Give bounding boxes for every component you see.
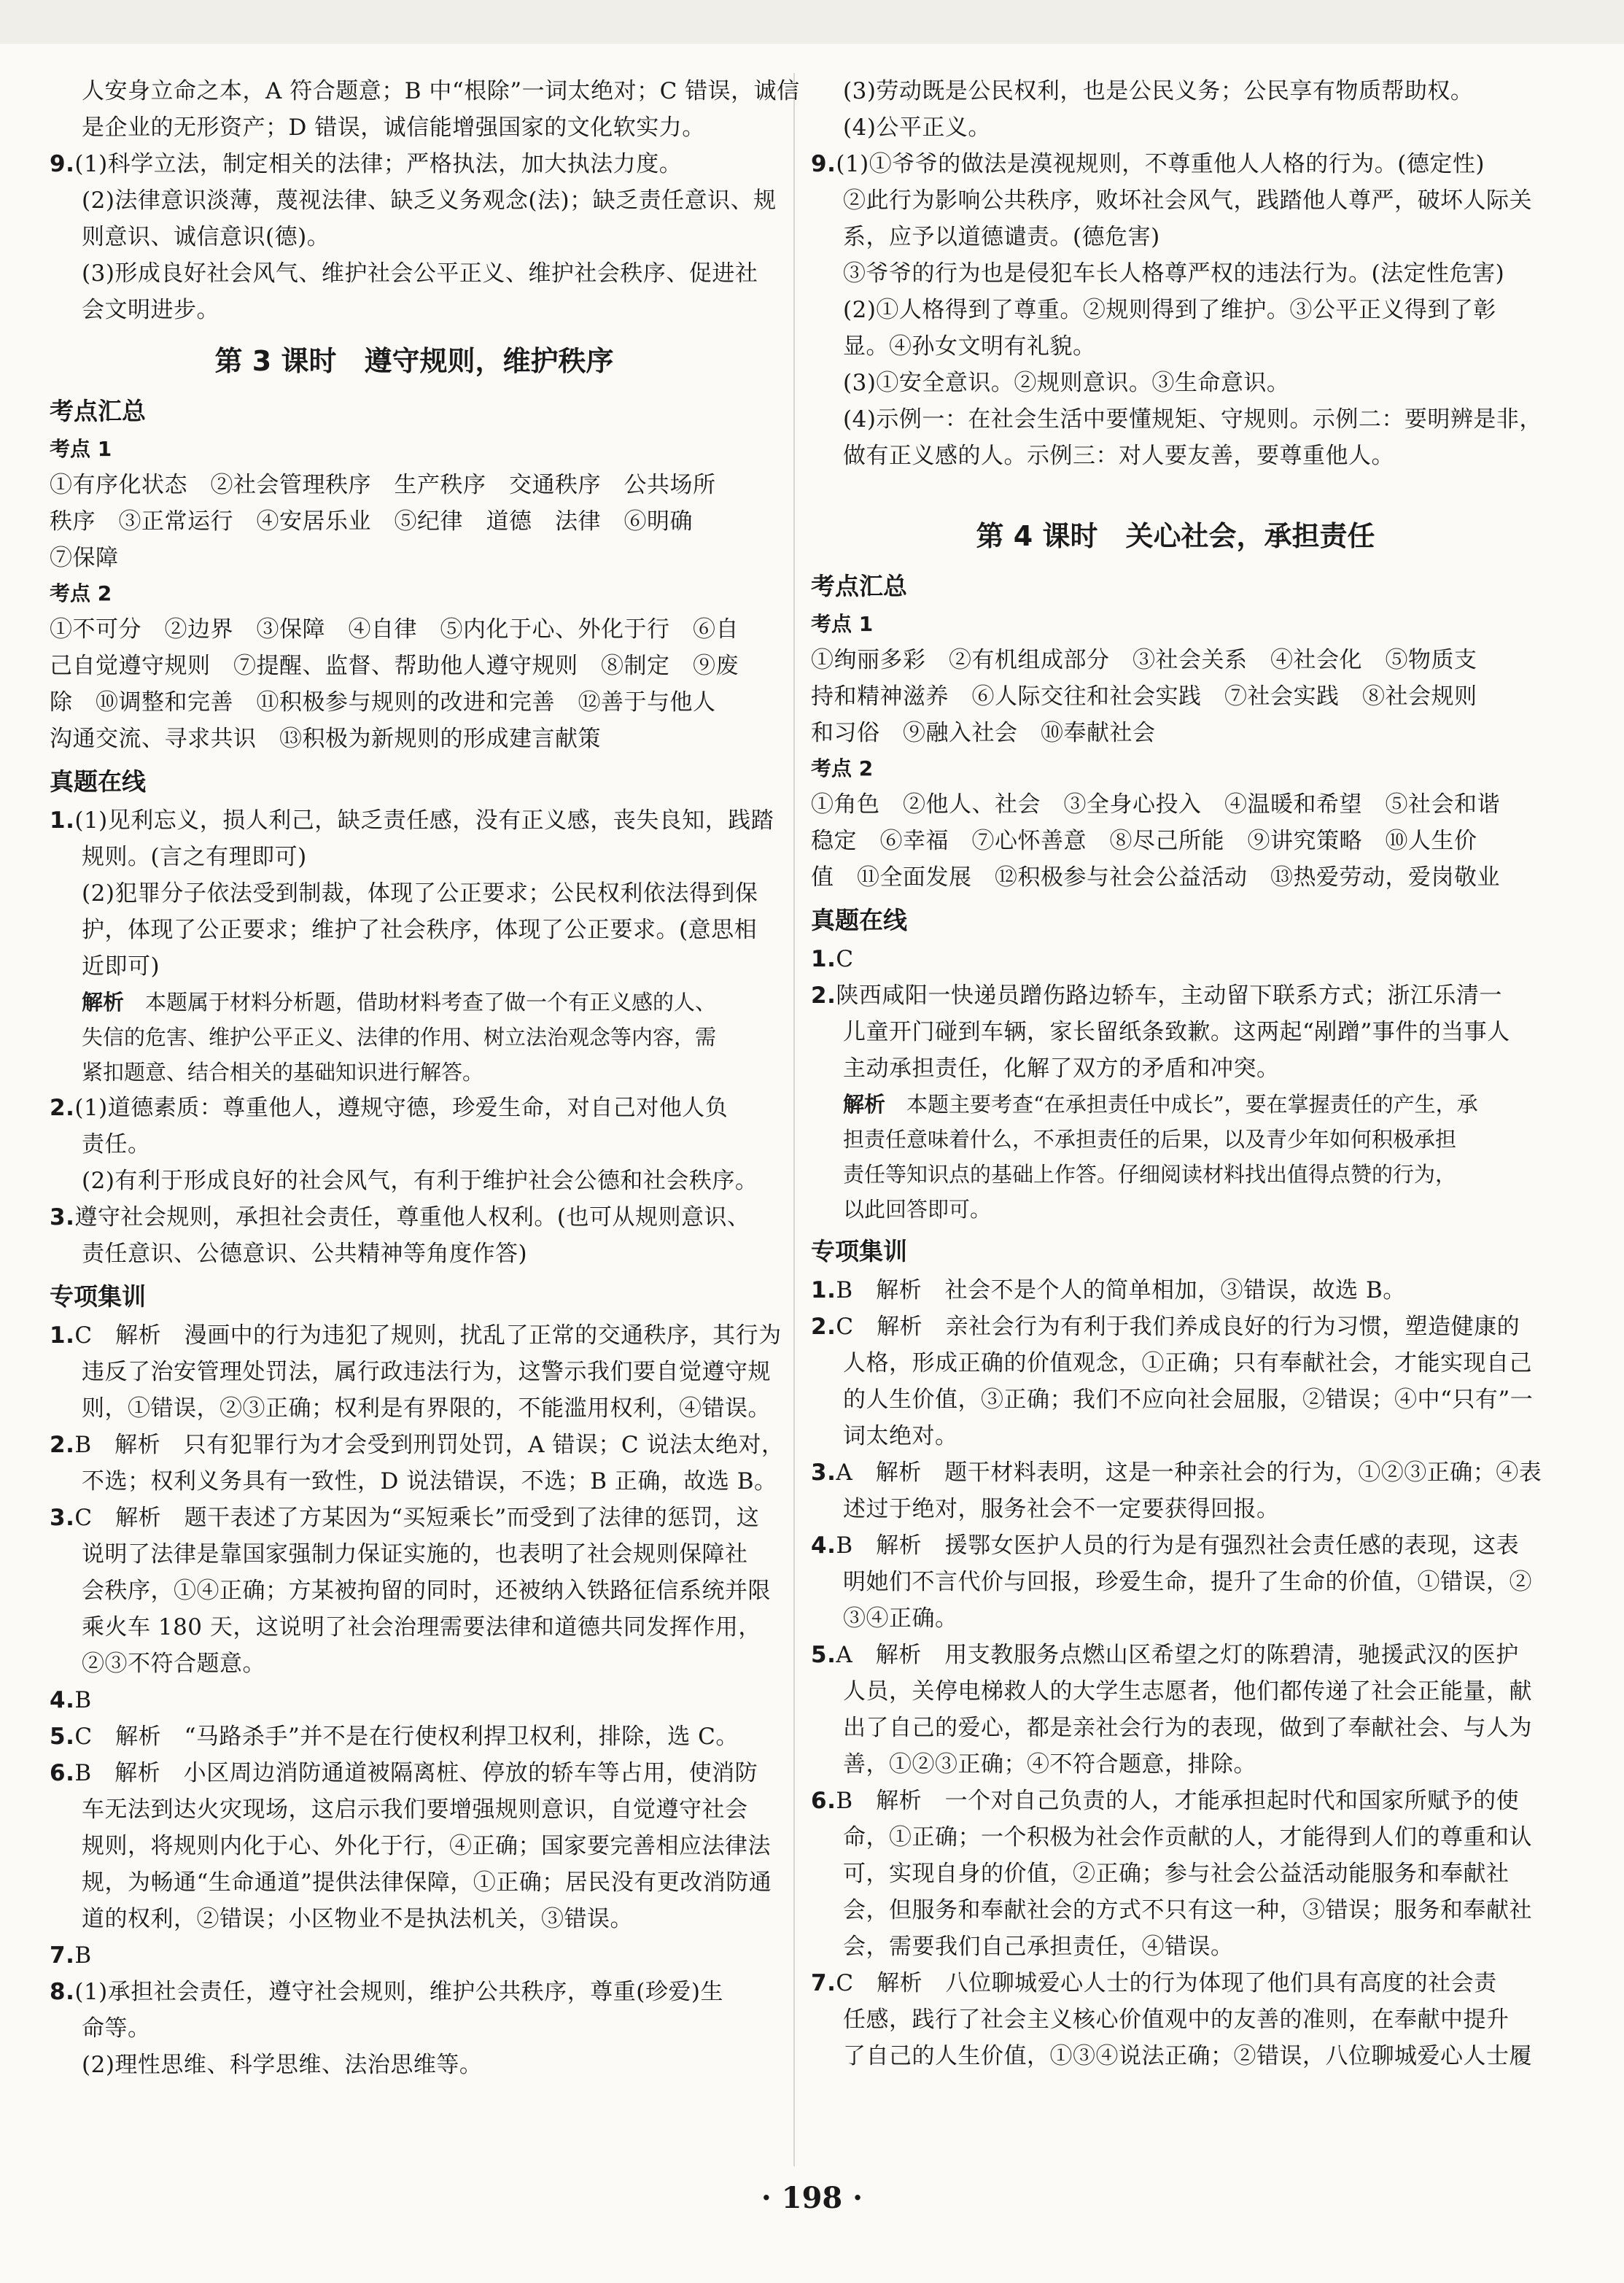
analysis-text [50, 1020, 779, 1055]
line-text: B 解析 社会不是个人的简单相加，③错误，故选 B。 [836, 1277, 1406, 1303]
line-text: 道的权利，②错误；小区物业不是执法机关，③错误。 [82, 1906, 633, 1932]
line-text: 是企业的无形资产；D 错误，诚信能增强国家的文化软实力。 [82, 115, 705, 141]
text-line [50, 1901, 779, 1937]
line-text: 秩序 ③正常运行 ④安居乐业 ⑤纪律 道德 法律 ⑥明确 [50, 508, 693, 535]
line-text: (3)形成良好社会风气、维护社会公平正义、维护社会秩序、促进社 [82, 260, 758, 287]
text-line [50, 1573, 779, 1609]
line-text: 值 ⑪全面发展 ⑫积极参与社会公益活动 ⑬热爱劳动，爱岗敬业 [811, 864, 1500, 891]
right-column [811, 73, 1540, 2074]
question-number: 5. [811, 1642, 836, 1668]
section-heading: 考点汇总 [50, 397, 146, 425]
line-text: 善，①②③正确；④不符合题意，排除。 [843, 1751, 1256, 1778]
question-number: 3. [811, 1460, 836, 1486]
question-number: 2. [811, 982, 836, 1009]
section-heading: 专项集训 [811, 1237, 907, 1265]
line-text: ②③不符合题意。 [82, 1651, 265, 1677]
text-line [811, 1454, 1540, 1491]
text-line [811, 1637, 1540, 1673]
text-line [811, 1345, 1540, 1381]
text-line [811, 1929, 1540, 1965]
line-text: 出了自己的爱心，都是亲社会行为的表现，做到了奉献社会、与人为 [843, 1715, 1532, 1741]
text-line [811, 73, 1540, 109]
question-number: 5. [50, 1724, 75, 1750]
line-text: 和习俗 ⑨融入社会 ⑩奉献社会 [811, 720, 1156, 746]
line-text: C 解析 题干表述了方某因为“买短乘长”而受到了法律的惩罚，这 [74, 1505, 760, 1531]
text-line [50, 2047, 779, 2083]
question-number: 2. [50, 1432, 75, 1458]
analysis-text [811, 1122, 1540, 1157]
text-line [811, 365, 1540, 401]
section-heading: 考点汇总 [811, 572, 907, 600]
text-line [50, 1646, 779, 1682]
text-line [811, 1272, 1540, 1309]
text-line [811, 823, 1540, 859]
line-text: 则意识、诚信意识(德)。 [82, 224, 330, 250]
line-text: A 解析 题干材料表明，这是一种亲社会的行为，①②③正确；④表 [836, 1460, 1542, 1486]
analysis-body: 失信的危害、维护公平正义、法律的作用、树立法治观念等内容，需 [82, 1025, 717, 1050]
question-number: 9. [811, 151, 836, 177]
line-text: B [74, 1942, 92, 1969]
question-number: 4. [50, 1687, 75, 1713]
text-line [50, 1718, 779, 1755]
line-text: 乘火车 180 天，这说明了社会治理需要法律和道德共同发挥作用， [82, 1614, 761, 1640]
analysis-label: 解析 [843, 1092, 886, 1117]
text-line [50, 540, 779, 576]
text-line [50, 219, 779, 255]
text-line [50, 611, 779, 648]
text-line [50, 182, 779, 219]
line-text: 儿童开门碰到车辆，家长留纸条致歉。这两起“剐蹭”事件的当事人 [843, 1019, 1510, 1045]
line-text: B 解析 一个对自己负责的人，才能承担起时代和国家所赋予的使 [836, 1788, 1520, 1814]
text-line [50, 1682, 779, 1718]
line-text: (3)劳动既是公民权利，也是公民义务；公民享有物质帮助权。 [843, 78, 1474, 104]
text-line [811, 786, 1540, 823]
line-text: (1)①爷爷的做法是漠视规则，不尊重他人人格的行为。(德定性) [836, 151, 1485, 177]
line-text: (1)承担社会责任，遵守社会规则，维护公共秩序，尊重(珍爱)生 [74, 1979, 723, 2005]
section-heading: 真题在线 [50, 767, 146, 796]
column-divider [793, 73, 795, 2166]
question-number: 2. [811, 1314, 836, 1340]
text-line [50, 1427, 785, 1463]
analysis-text [50, 1055, 779, 1090]
text-line [811, 1381, 1540, 1418]
text-line [50, 1354, 779, 1390]
line-text: C [836, 946, 854, 972]
text-line [811, 1600, 1540, 1637]
text-line [811, 292, 1540, 328]
text-line [811, 1746, 1540, 1783]
question-number: 7. [811, 1970, 836, 1996]
line-text: C 解析 “马路杀手”并不是在行使权利捍卫权利，排除，选 C。 [74, 1724, 739, 1750]
line-text: 规则，将规则内化于心、外化于行，④正确；国家要完善相应法律法 [82, 1833, 771, 1859]
text-line [50, 1791, 779, 1828]
subsection-heading: 考点 2 [50, 581, 112, 605]
line-text: (2)犯罪分子依法受到制裁，体现了公正要求；公民权利依法得到保 [82, 880, 758, 907]
text-line [50, 802, 779, 839]
subsection-heading: 考点 1 [50, 437, 112, 461]
question-number: 1. [50, 807, 75, 834]
text-line [50, 1828, 779, 1864]
lesson-heading: 第 3 课时 遵守规则，维护秩序 [214, 345, 614, 377]
line-text: 会，需要我们自己承担责任，④错误。 [843, 1934, 1234, 1960]
text-line [50, 292, 779, 328]
line-text: 车无法到达火灾现场，这启示我们要增强规则意识，自觉遵守社会 [82, 1796, 748, 1823]
text-line [50, 1609, 779, 1646]
text-line [50, 912, 779, 948]
analysis-body: 责任等知识点的基础上作答。仔细阅读材料找出值得点赞的行为， [843, 1162, 1457, 1187]
line-text: 会文明进步。 [82, 297, 219, 323]
line-text: (1)见利忘义，损人利己，缺乏责任感，没有正义感，丧失良知，践踏 [74, 807, 774, 834]
text-line [811, 438, 1540, 474]
line-text: 做有正义感的人。示例三：对人要友善，要尊重他人。 [843, 443, 1394, 469]
line-text: 显。④孙女文明有礼貌。 [843, 333, 1096, 360]
line-text: ②此行为影响公共秩序，败坏社会风气，践踏他人尊严，破坏人际关 [843, 187, 1532, 214]
text-line [50, 875, 779, 912]
question-number: 8. [50, 1979, 75, 2005]
question-number: 4. [811, 1532, 836, 1559]
text-line [50, 1199, 779, 1236]
text-line [50, 839, 779, 875]
question-number: 1. [50, 1322, 75, 1349]
line-text: (2)法律意识淡薄，蔑视法律、缺乏义务观念(法)；缺乏责任意识、规 [82, 187, 777, 214]
analysis-text [50, 985, 779, 1020]
line-text: B [74, 1687, 92, 1713]
line-text: 沟通交流、寻求共识 ⑬积极为新规则的形成建言献策 [50, 726, 601, 752]
text-line [50, 1755, 779, 1791]
text-line [811, 1564, 1540, 1600]
text-line [50, 467, 779, 503]
text-line [50, 1864, 779, 1901]
line-text: 除 ⑩调整和完善 ⑪积极参与规则的改进和完善 ⑫善于与他人 [50, 689, 716, 716]
line-text: 规，为畅通“生命通道”提供法律保障，①正确；居民没有更改消防通 [82, 1869, 772, 1896]
analysis-body: 以此回答即可。 [843, 1197, 992, 1222]
text-line [50, 1317, 782, 1354]
line-text: 说明了法律是靠国家强制力保证实施的，也表明了社会规则保障社 [82, 1541, 748, 1567]
line-text: 词太绝对。 [843, 1423, 958, 1449]
text-line [50, 1090, 779, 1126]
text-line [811, 2001, 1540, 2038]
text-line [50, 1463, 779, 1500]
line-text: 任感，践行了社会主义核心价值观中的友善的准则，在奉献中提升 [843, 2007, 1510, 2033]
text-line [50, 1937, 779, 1974]
text-line [811, 401, 1540, 438]
question-number: 1. [811, 1277, 836, 1303]
line-text: B 解析 小区周边消防通道被隔离桩、停放的轿车等占用，使消防 [74, 1760, 758, 1786]
analysis-text [811, 1157, 1540, 1192]
line-text: 系，应予以道德谴责。(德危害) [843, 224, 1160, 250]
analysis-text [811, 1087, 1540, 1122]
text-line [50, 1390, 779, 1427]
subsection-heading: 考点 1 [811, 612, 874, 636]
section-heading: 专项集训 [50, 1282, 146, 1311]
question-number: 6. [811, 1788, 836, 1814]
question-number: 7. [50, 1942, 75, 1969]
line-text: ①绚丽多彩 ②有机组成部分 ③社会关系 ④社会化 ⑤物质支 [811, 647, 1477, 673]
line-text: C 解析 漫画中的行为违犯了规则，扰乱了正常的交通秩序，其行为 [74, 1322, 782, 1349]
line-text: (3)①安全意识。②规则意识。③生命意识。 [843, 370, 1290, 396]
line-text: 不选；权利义务具有一致性，D 说法错误，不选；B 正确，故选 B。 [82, 1468, 777, 1495]
text-line [811, 182, 1540, 219]
line-text: 的人生价值，③正确；我们不应向社会屈服，②错误；④中“只有”一 [843, 1387, 1534, 1413]
line-text: 命等。 [82, 2015, 151, 2042]
text-line [50, 1126, 779, 1163]
line-text: 人格，形成正确的价值观念，①正确；只有奉献社会，才能实现自己 [843, 1350, 1532, 1376]
analysis-body: 本题主要考查“在承担责任中成长”，要在掌握责任的产生，承 [906, 1092, 1478, 1117]
line-text: B 解析 援鄂女医护人员的行为是有强烈社会责任感的表现，这表 [836, 1532, 1520, 1559]
analysis-label: 解析 [82, 990, 125, 1015]
line-text: 近即可) [82, 953, 160, 980]
line-text: 述过于绝对，服务社会不一定要获得回报。 [843, 1496, 1280, 1522]
line-text: 明她们不言代价与回报，珍爱生命，提升了生命的价值，①错误，② [843, 1569, 1532, 1595]
line-text: (2)有利于形成良好的社会风气，有利于维护社会公德和社会秩序。 [82, 1168, 758, 1194]
line-text: ①有序化状态 ②社会管理秩序 生产秩序 交通秩序 公共场所 [50, 472, 716, 498]
text-line [811, 1856, 1540, 1892]
line-text: 人员，关停电梯救人的大学生志愿者，他们都传递了社会正能量，献 [843, 1678, 1532, 1705]
text-line [811, 642, 1540, 678]
page-top-band [0, 0, 1624, 44]
text-line [811, 328, 1540, 365]
line-text: 持和精神滋养 ⑥人际交往和社会实践 ⑦社会实践 ⑧社会规则 [811, 683, 1477, 710]
line-text: ①角色 ②他人、社会 ③全身心投入 ④温暖和希望 ⑤社会和谐 [811, 791, 1500, 818]
left-column [50, 73, 800, 2083]
line-text: (4)示例一：在社会生活中要懂规矩、守规则。示例二：要明辨是非， [843, 406, 1542, 433]
text-line [50, 948, 779, 985]
text-line [50, 1163, 779, 1199]
text-line [811, 1527, 1540, 1564]
line-text: (2)理性思维、科学思维、法治思维等。 [82, 2052, 483, 2078]
text-line [811, 859, 1540, 896]
text-line [50, 255, 779, 292]
text-line [811, 219, 1540, 255]
line-text: 命，①正确；一个积极为社会作贡献的人，才能得到人们的尊重和认 [843, 1824, 1532, 1850]
subsection-heading: 考点 2 [811, 756, 874, 780]
analysis-text [811, 1192, 1540, 1227]
text-line [811, 1050, 1540, 1087]
line-text: 则，①错误，②③正确；权利是有界限的，不能滥用权利，④错误。 [82, 1395, 771, 1422]
text-line [50, 503, 779, 540]
line-text: (1)科学立法，制定相关的法律；严格执法，加大执法力度。 [74, 151, 683, 177]
line-text: 陕西咸阳一快递员蹭伤路边轿车，主动留下联系方式；浙江乐清一 [836, 982, 1502, 1009]
text-line [50, 1236, 779, 1272]
line-text: 责任。 [82, 1131, 151, 1158]
line-text: ③④正确。 [843, 1605, 958, 1632]
text-line [811, 715, 1540, 751]
text-line [811, 1965, 1540, 2001]
spacer [811, 474, 1540, 503]
line-text: 了自己的人生价值，①③④说法正确；②错误，八位聊城爱心人士履 [843, 2043, 1532, 2069]
text-line [811, 1418, 1540, 1454]
line-text: 规则。(言之有理即可) [82, 844, 307, 870]
question-number: 3. [50, 1505, 75, 1531]
line-text: (1)道德素质：尊重他人，遵规守德，珍爱生命，对自己对他人负 [74, 1095, 729, 1121]
text-line [811, 146, 1540, 182]
line-text: A 解析 用支教服务点燃山区希望之灯的陈碧清，驰援武汉的医护 [836, 1642, 1519, 1668]
line-text: ①不可分 ②边界 ③保障 ④自律 ⑤内化于心、外化于行 ⑥自 [50, 616, 739, 643]
text-line [811, 1819, 1540, 1856]
text-line [811, 1892, 1540, 1929]
line-text: 遵守社会规则，承担社会责任，尊重他人权利。(也可从规则意识、 [74, 1204, 750, 1230]
line-text: 人安身立命之本，A 符合题意；B 中“根除”一词太绝对；C 错误，诚信 [82, 78, 800, 104]
text-line [811, 1710, 1540, 1746]
page-number: · 198 · [761, 2181, 863, 2215]
text-line [50, 721, 779, 757]
question-number: 6. [50, 1760, 75, 1786]
analysis-body: 本题属于材料分析题，借助材料考查了做一个有正义感的人、 [145, 990, 717, 1015]
text-line [811, 941, 1540, 977]
line-text: B 解析 只有犯罪行为才会受到刑罚处罚，A 错误；C 说法太绝对， [74, 1432, 785, 1458]
text-line [50, 73, 800, 109]
text-line [811, 1309, 1540, 1345]
text-line [50, 684, 779, 721]
section-heading: 真题在线 [811, 906, 907, 934]
line-text: 可，实现自身的价值，②正确；参与社会公益活动能服务和奉献社 [843, 1861, 1510, 1887]
line-text: 己自觉遵守规则 ⑦提醒、监督、帮助他人遵守规则 ⑧制定 ⑨废 [50, 653, 739, 679]
text-line [811, 1783, 1540, 1819]
analysis-body: 紧扣题意、结合相关的基础知识进行解答。 [82, 1060, 484, 1085]
text-line [811, 977, 1540, 1014]
text-line [50, 1500, 779, 1536]
analysis-body: 担责任意味着什么，不承担责任的后果，以及青少年如何积极承担 [843, 1127, 1457, 1152]
line-text: 稳定 ⑥幸福 ⑦心怀善意 ⑧尽己所能 ⑨讲究策略 ⑩人生价 [811, 828, 1477, 854]
line-text: 主动承担责任，化解了双方的矛盾和冲突。 [843, 1055, 1280, 1082]
text-line [811, 1491, 1540, 1527]
line-text: 会，但服务和奉献社会的方式不只有这一种，③错误；服务和奉献社 [843, 1897, 1532, 1923]
line-text: 责任意识、公德意识、公共精神等角度作答) [82, 1241, 528, 1267]
line-text: 会秩序，①④正确；方某被拘留的同时，还被纳入铁路征信系统并限 [82, 1578, 771, 1604]
question-number: 2. [50, 1095, 75, 1121]
line-text: ⑦保障 [50, 545, 119, 571]
text-line [811, 1673, 1540, 1710]
lesson-heading: 第 4 课时 关心社会，承担责任 [976, 520, 1375, 552]
text-line [50, 1974, 779, 2010]
text-line [811, 2038, 1540, 2074]
text-line [811, 109, 1540, 146]
text-line [50, 146, 779, 182]
line-text: 护，体现了公正要求；维护了社会秩序，体现了公正要求。(意思相 [82, 917, 758, 943]
question-number: 3. [50, 1204, 75, 1230]
line-text: ③爷爷的行为也是侵犯车长人格尊严权的违法行为。(法定性危害) [843, 260, 1505, 287]
text-line [811, 678, 1540, 715]
line-text: (2)①人格得到了尊重。②规则得到了维护。③公平正义得到了彰 [843, 297, 1496, 323]
question-number: 9. [50, 151, 75, 177]
line-text: C 解析 八位聊城爱心人士的行为体现了他们具有高度的社会责 [836, 1970, 1497, 1996]
text-line [50, 648, 779, 684]
line-text: C 解析 亲社会行为有利于我们养成良好的行为习惯，塑造健康的 [836, 1314, 1520, 1340]
text-line [811, 1014, 1540, 1050]
text-line [50, 109, 779, 146]
text-line [811, 255, 1540, 292]
text-line [50, 1536, 779, 1573]
question-number: 1. [811, 946, 836, 972]
line-text: 违反了治安管理处罚法，属行政违法行为，这警示我们要自觉遵守规 [82, 1359, 771, 1385]
line-text: (4)公平正义。 [843, 115, 991, 141]
text-line [50, 2010, 779, 2047]
